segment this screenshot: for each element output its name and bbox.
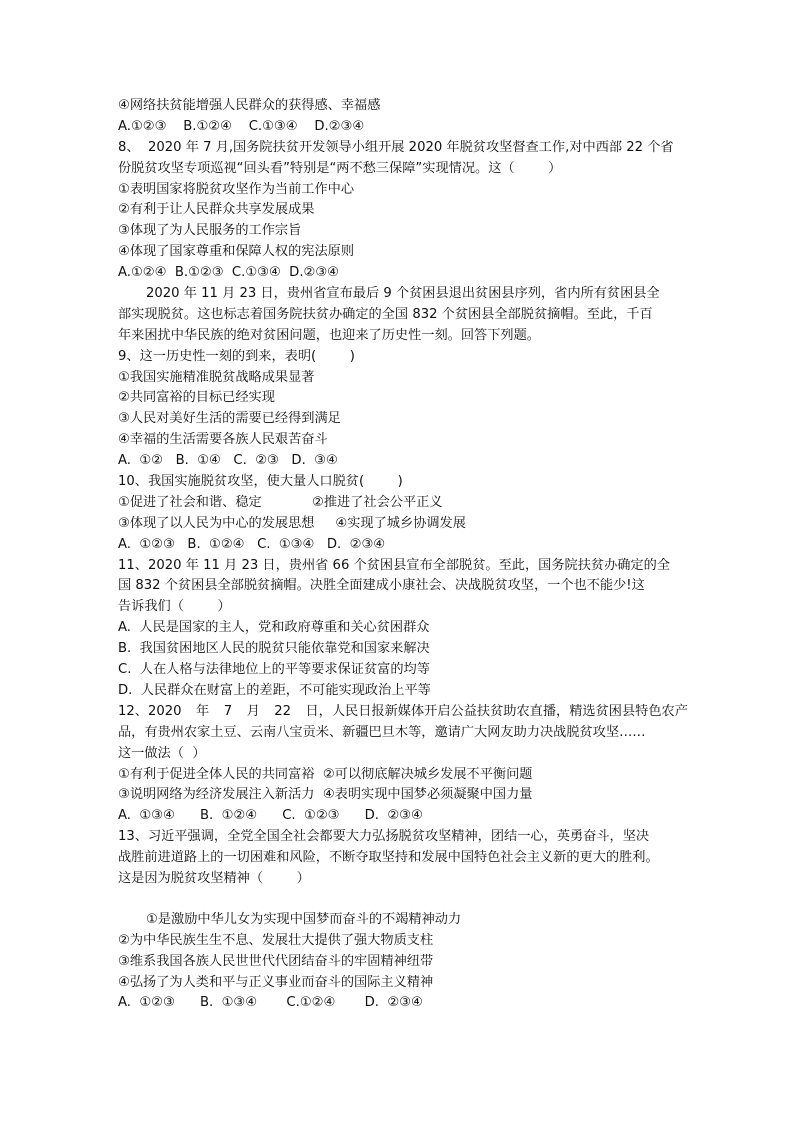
q9-option-3: ③人民对美好生活的需要已经得到满足: [118, 411, 341, 427]
q11-stem-line-1: 11、2020 年 11 月 23 日，贵州省 66 个贫困县宣布全部脱贫。至此，国务院扶贫办确定的全: [118, 557, 671, 573]
q8-stem-line-1: 8、 2020 年 7 月,国务院扶贫开发领导小组开展 2020 年脱贫攻坚督查工作,对中西部 22 个省: [118, 139, 674, 155]
q13-option-3: ③维系我国各族人民世世代代团结奋斗的牢固精神纽带: [118, 953, 434, 969]
q9-option-1: ①我国实施精准脱贫战略成果显著: [118, 369, 315, 385]
q9-answer-choices: A. ①② B. ①④ C. ②③ D. ③④: [118, 453, 338, 469]
q10-options-3-4: ③体现了以人民为中心的发展思想 ④实现了城乡协调发展: [118, 515, 466, 531]
q11-option-d: D. 人民群众在财富上的差距，不可能实现政治上平等: [118, 682, 431, 698]
q12-stem-part: 7: [223, 703, 233, 719]
q12-stem-line-1: [118, 702, 688, 723]
exam-page: [118, 96, 688, 1014]
material-line-1: 2020 年 11 月 23 日，贵州省宣布最后 9 个贫困县退出贫困县序列，省内所有贫困县全: [146, 286, 660, 302]
q7-answer-choices: A.①②③ B.①②④ C.①③④ D.②③④: [118, 118, 365, 134]
blank-spacer: [118, 890, 688, 910]
q11-option-c: C. 人在人格与法律地位上的平等要求保证贫富的均等: [118, 662, 430, 678]
q7-option-4: ④网络扶贫能增强人民群众的获得感、幸福感: [118, 98, 381, 113]
material-line-3: 年来困扰中华民族的绝对贫困问题，也迎来了历史性一刻。回答下列题。: [118, 327, 540, 343]
q8-option-3: ③体现了为人民服务的工作宗旨: [118, 223, 302, 239]
q9-option-4: ④幸福的生活需要各族人民艰苦奋斗: [118, 432, 328, 448]
q13-stem-line-1: 13、习近平强调，全党全国全社会都要大力弘扬脱贫攻坚精神，团结一心，英勇奋斗，坚决: [118, 829, 650, 845]
q8-option-1: ①表明国家将脱贫攻坚作为当前工作中心: [118, 181, 355, 197]
q8-option-4: ④体现了国家尊重和保障人权的宪法原则: [118, 244, 355, 260]
q10-answer-choices: A. ①②③ B. ①②④ C. ①③④ D. ②③④: [118, 536, 386, 552]
q13-option-1: ①是激励中华儿女为实现中国梦而奋斗的不竭精神动力: [146, 911, 462, 927]
q11-stem-line-3: 告诉我们（ ）: [118, 599, 231, 615]
q8-stem-line-2: 份脱贫攻坚专项巡视“回头看”特别是“两不愁三保障”实现情况。这（ ）: [118, 160, 562, 176]
q10-options-1-2: ①促进了社会和谐、稳定 ②推进了社会公平正义: [118, 494, 443, 510]
q12-stem-line-3: 这一做法（ ）: [118, 745, 206, 761]
q11-option-a: A. 人民是国家的主人，党和政府尊重和关心贫困群众: [118, 620, 430, 636]
q8-option-2: ②有利于让人民群众共享发展成果: [118, 202, 315, 218]
material-line-2: 部实现脱贫。这也标志着国务院扶贫办确定的全国 832 个贫困县全部脱贫摘帽。至此，千百: [118, 306, 653, 322]
q11-option-b: B. 我国贫困地区人民的脱贫只能依靠党和国家来解决: [118, 641, 430, 657]
q9-stem: 9、这一历史性一刻的到来，表明( ): [118, 348, 355, 364]
q9-option-2: ②共同富裕的目标已经实现: [118, 390, 275, 406]
q12-stem-part: 22: [274, 703, 292, 719]
q13-answer-choices: A. ①②③ B. ①③④ C.①②④ D. ②③④: [118, 995, 423, 1011]
q12-answer-choices: A. ①③④ B. ①②④ C. ①②③ D. ②③④: [118, 808, 423, 824]
q12-stem-part: 月: [246, 703, 260, 719]
q13-stem-line-3: 这是因为脱贫攻坚精神（ ）: [118, 870, 310, 886]
q12-stem-part: 12、2020: [118, 703, 182, 719]
q12-options-3-4: ③说明网络为经济发展注入新活力 ④表明实现中国梦必须凝聚中国力量: [118, 787, 533, 803]
q12-stem-line-2: 品，有贵州农家土豆、云南八宝贡米、新疆巴旦木等，邀请广大网友助力决战脱贫攻坚……: [118, 724, 646, 740]
q11-stem-line-2: 国 832 个贫困县全部脱贫摘帽。决胜全面建成小康社会、决战脱贫攻坚，一个也不能少!这: [118, 578, 645, 594]
q12-stem-part: 年: [196, 703, 210, 719]
q8-answer-choices: A.①②④ B.①②③ C.①③④ D.②③④: [118, 265, 339, 281]
q12-options-1-2: ①有利于促进全体人民的共同富裕 ②可以彻底解决城乡发展不平衡问题: [118, 766, 533, 782]
q12-stem-part: 日，人民日报新媒体开启公益扶贫助农直播，精选贫困县特色农产: [305, 703, 688, 719]
q13-stem-line-2: 战胜前进道路上的一切困难和风险，不断夺取坚持和发展中国特色社会主义新的更大的胜利。: [118, 850, 659, 866]
q13-option-2: ②为中华民族生生不息、发展壮大提供了强大物质支柱: [118, 932, 434, 948]
q13-option-4: ④弘扬了为人类和平与正义事业而奋斗的国际主义精神: [118, 974, 434, 990]
q10-stem: 10、我国实施脱贫攻坚，使大量人口脱贫( ): [118, 474, 403, 490]
